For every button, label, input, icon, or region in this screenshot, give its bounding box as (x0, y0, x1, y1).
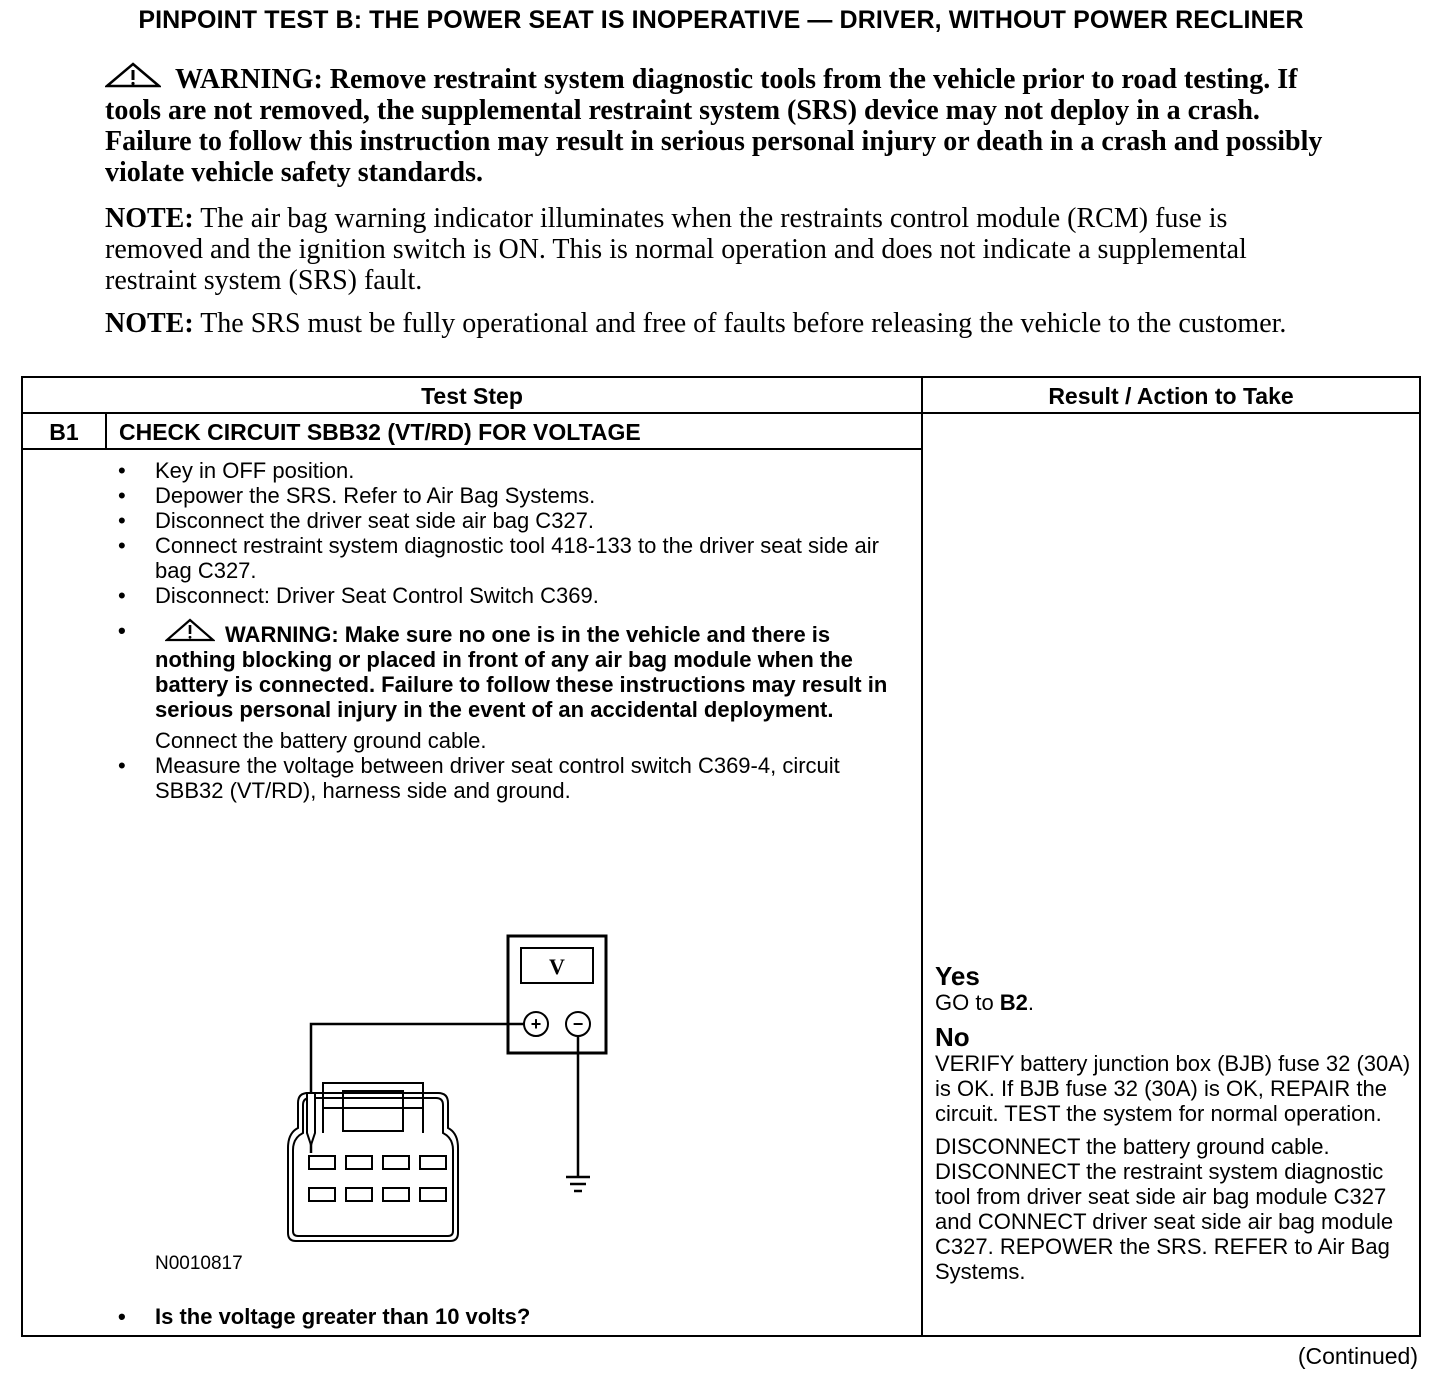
note-label: NOTE: (105, 203, 194, 234)
question-text: • Is the voltage greater than 10 volts? (113, 1304, 903, 1329)
yes-action-target: B2 (999, 990, 1028, 1015)
instruction-item: Connect the battery ground cable. (155, 728, 487, 753)
result-no-label: No (935, 1022, 970, 1052)
yes-action-text: GO to (935, 990, 1000, 1015)
note-rcm (105, 203, 1327, 296)
step-question (113, 1304, 903, 1329)
result-yes-label: Yes (935, 961, 980, 991)
result-yes-action (935, 990, 1420, 1015)
voltmeter-label: V (549, 954, 565, 979)
warning-triangle-icon (105, 62, 161, 95)
pinpoint-test-table (21, 376, 1421, 1337)
voltmeter-connector-diagram (263, 933, 663, 1253)
instruction-item: • Measure the voltage between driver seat control switch C369-4, circuit SBB32 (VT/RD), harness side and ground. (113, 753, 903, 803)
figure-id: N0010817 (155, 1253, 243, 1274)
minus-label: − (572, 1014, 584, 1034)
instruction-warning (113, 618, 903, 722)
instruction-warning-text: WARNING: Make sure no one is in the vehicle and there is nothing blocking or placed in front of any air bag module when the battery is connected. Failure to follow these instructions may result in serious personal injury in the event of an accidental deployment. (155, 622, 888, 722)
note-srs (105, 308, 1327, 339)
positive-lead (311, 1024, 524, 1153)
step-instructions (113, 458, 903, 803)
yes-action-suffix: . (1027, 990, 1035, 1015)
instruction-item: • Disconnect the driver seat side air bag C327. (113, 508, 903, 533)
result-no-action-followup: DISCONNECT the battery ground cable. DISCONNECT the restraint system diagnostic tool from driver seat side air bag module C327 and CONNECT driver seat side air bag module C327. REPOWER the SRS. REFER to Air Bag Systems. (935, 1134, 1394, 1284)
plus-label: + (530, 1014, 542, 1034)
instruction-item: • Connect restraint system diagnostic tool 418-133 to the driver seat side air bag C327. (113, 533, 903, 583)
warning-triangle-icon (165, 618, 215, 647)
header-result-action: Result / Action to Take (1048, 383, 1294, 409)
result-no-action: VERIFY battery junction box (BJB) fuse 32 (30A) is OK. If BJB fuse 32 (30A) is OK, REPAIR the circuit. TEST the system for normal operation. (935, 1051, 1411, 1126)
continued-label: (Continued) (1297, 1343, 1418, 1369)
note-label: NOTE: (105, 308, 194, 339)
page-title: PINPOINT TEST B: THE POWER SEAT IS INOPERATIVE — DRIVER, WITHOUT POWER RECLINER (138, 6, 1304, 34)
result-actions (935, 962, 1420, 1284)
warning-block (105, 62, 1327, 188)
header-test-step: Test Step (421, 383, 523, 409)
step-title: CHECK CIRCUIT SBB32 (VT/RD) FOR VOLTAGE (119, 419, 641, 445)
probe-tip-icon (307, 1093, 315, 1145)
warning-label: WARNING: (175, 64, 323, 95)
note-text: The air bag warning indicator illuminates when the restraints control module (RCM) fuse is removed and the ignition switch is ON. This is normal operation and does not indicate a supplemental restraint system (SRS) fault. (105, 203, 1247, 296)
instruction-item: • Disconnect: Driver Seat Control Switch C369. (113, 583, 903, 608)
warning-text: Remove restraint system diagnostic tools from the vehicle prior to road testing. If tools are not removed, the supplemental restraint system (SRS) device may not deploy in a crash. Failure to follow this instruction may result in serious personal injury or death in a crash and possibly violate vehicle safety standards. (105, 64, 1323, 188)
instruction-item: • Depower the SRS. Refer to Air Bag Systems. (113, 483, 903, 508)
instruction-item: • Key in OFF position. (113, 458, 903, 483)
note-text: The SRS must be fully operational and free of faults before releasing the vehicle to the customer. (200, 308, 1287, 339)
step-id: B1 (49, 419, 79, 445)
